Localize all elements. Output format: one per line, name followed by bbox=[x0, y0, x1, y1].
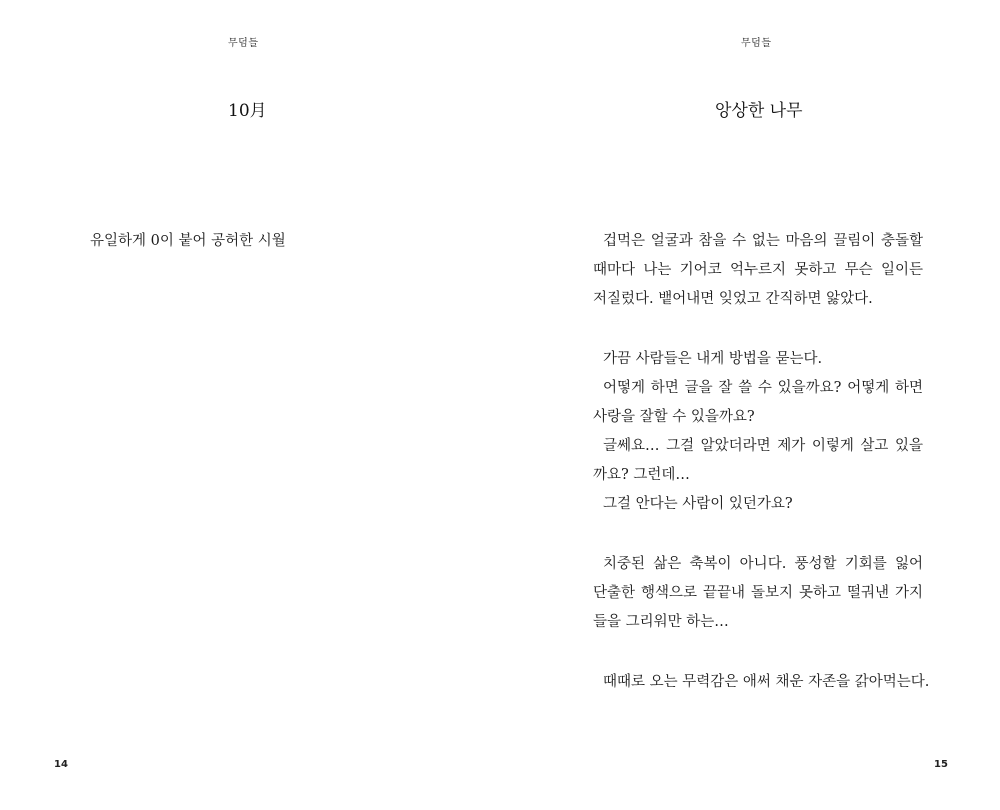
paragraph bbox=[593, 345, 923, 519]
paragraph bbox=[593, 668, 930, 697]
text-line: 치중된 삶은 축복이 아니다. 풍성할 기회를 잃어 bbox=[603, 556, 923, 572]
text-line: 까요? 그런데… bbox=[593, 467, 690, 483]
text-line: 겁먹은 얼굴과 참을 수 없는 마음의 끌림이 충돌할 bbox=[603, 233, 923, 249]
body-text bbox=[593, 227, 930, 728]
text-line: 사랑을 잘할 수 있을까요? bbox=[593, 409, 755, 425]
text-line: 저질렀다. 뱉어내면 잊었고 간직하면 앓았다. bbox=[593, 291, 873, 307]
running-head: 무덤들 bbox=[741, 38, 772, 49]
text-line: 때마다 나는 기어코 억누르지 못하고 무슨 일이든 bbox=[593, 262, 923, 278]
body-text: 유일하게 0이 붙어 공허한 시월 bbox=[90, 233, 286, 249]
text-line: 글쎄요… 그걸 알았더라면 제가 이렇게 살고 있을 bbox=[603, 438, 923, 454]
paragraph bbox=[593, 227, 923, 314]
running-head: 무덤들 bbox=[228, 38, 259, 49]
right-page bbox=[500, 0, 1000, 810]
text-line: 때때로 오는 무력감은 애써 채운 자존을 갉아먹는다. bbox=[603, 674, 930, 690]
text-line: 그걸 안다는 사람이 있던가요? bbox=[603, 496, 793, 512]
text-line: 어떻게 하면 글을 잘 쓸 수 있을까요? 어떻게 하면 bbox=[603, 380, 923, 396]
page-number: 14 bbox=[54, 759, 68, 770]
paragraph bbox=[593, 550, 923, 637]
text-line: 단출한 행색으로 끝끝내 돌보지 못하고 떨궈낸 가지 bbox=[593, 585, 923, 601]
text-line: 가끔 사람들은 내게 방법을 묻는다. bbox=[603, 351, 823, 367]
page-number: 15 bbox=[934, 759, 948, 770]
chapter-title: 앙상한 나무 bbox=[715, 101, 803, 121]
chapter-title: 10月 bbox=[228, 101, 267, 121]
text-line: 들을 그리워만 하는… bbox=[593, 614, 729, 630]
